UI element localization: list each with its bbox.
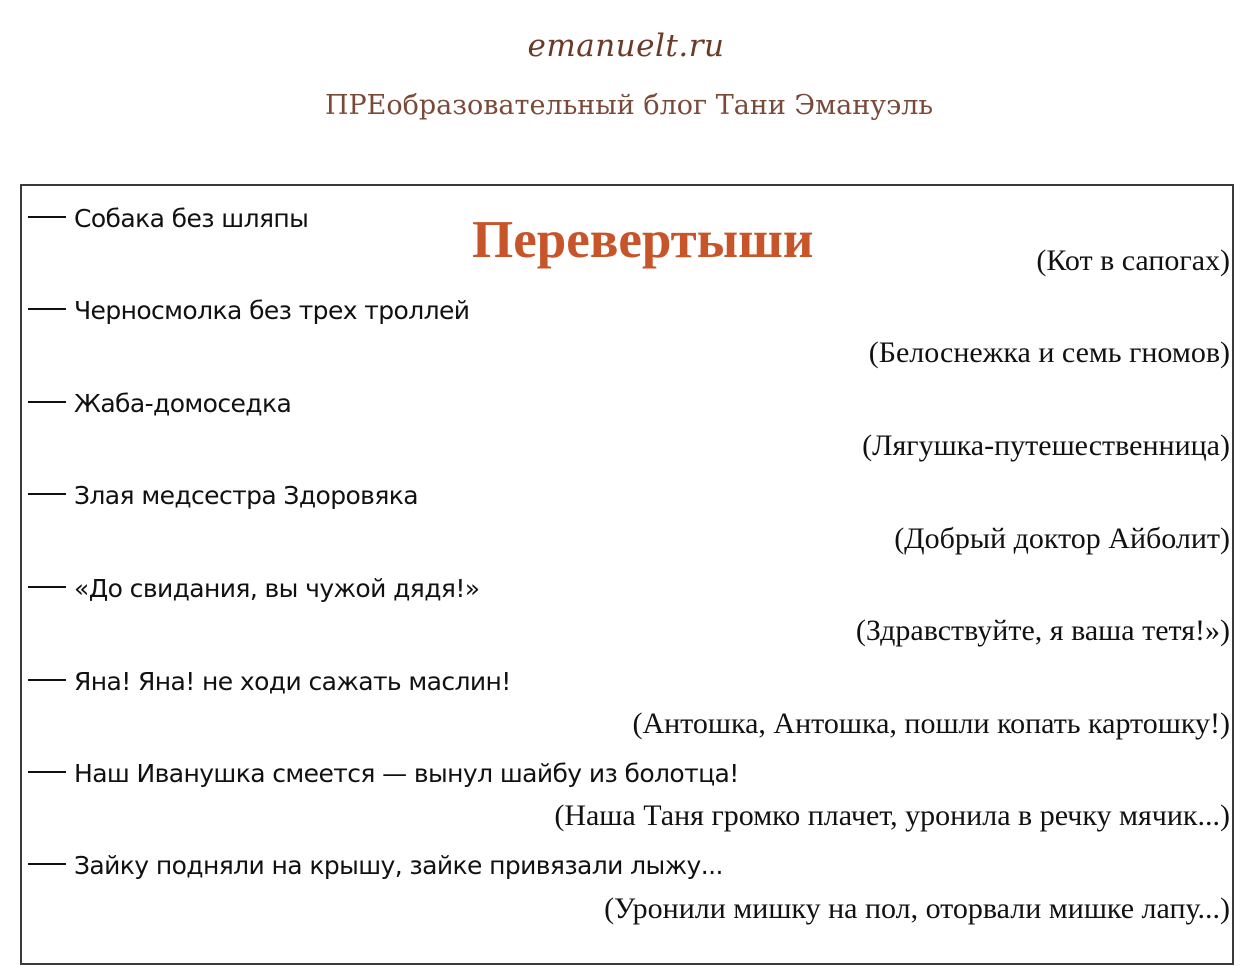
answer-text: (Антошка, Антошка, пошли копать картошку!)	[632, 707, 1230, 740]
site-tagline: ПРЕобразовательный блог Тани Эмануэль	[324, 90, 934, 121]
riddle-item	[28, 296, 469, 325]
riddle-item	[28, 667, 511, 696]
dash-icon	[28, 401, 66, 403]
riddle-text: Наш Иванушка смеется — вынул шайбу из болотца!	[74, 759, 739, 788]
riddle-text: Жаба-домоседка	[74, 389, 292, 418]
answer-text: (Кот в сапогах)	[1036, 244, 1230, 277]
card-title: Перевертыши	[472, 211, 814, 269]
riddle-text: Черносмолка без трех троллей	[74, 296, 470, 325]
dash-icon	[28, 216, 66, 218]
riddle-item	[28, 389, 291, 418]
dash-icon	[28, 493, 66, 495]
riddle-text: Зайку подняли на крышу, зайке привязали лыжу...	[74, 851, 723, 880]
answer-text: (Уронили мишку на пол, оторвали мишке лапу...)	[604, 892, 1230, 925]
answer-text: (Лягушка-путешественница)	[862, 429, 1230, 462]
dash-icon	[28, 863, 66, 865]
dash-icon	[28, 679, 66, 681]
riddle-item	[28, 574, 480, 603]
riddle-item	[28, 204, 308, 233]
answer-text: (Добрый доктор Айболит)	[894, 522, 1230, 555]
riddle-text: «До свидания, вы чужой дядя!»	[74, 574, 480, 603]
riddle-item	[28, 759, 739, 788]
answer-text: (Белоснежка и семь гномов)	[868, 336, 1230, 369]
answer-text: (Наша Таня громко плачет, уронила в речку мячик...)	[554, 799, 1230, 832]
dash-icon	[28, 308, 66, 310]
riddle-text: Злая медсестра Здоровяка	[74, 481, 418, 510]
riddle-text: Яна! Яна! не ходи сажать маслин!	[74, 667, 511, 696]
riddle-text: Собака без шляпы	[74, 204, 309, 233]
answer-text: (Здравствуйте, я ваша тетя!»)	[855, 614, 1230, 647]
riddle-item	[28, 481, 418, 510]
dash-icon	[28, 586, 66, 588]
riddle-item	[28, 851, 723, 880]
site-title: emanuelt.ru	[527, 28, 725, 64]
dash-icon	[28, 771, 66, 773]
